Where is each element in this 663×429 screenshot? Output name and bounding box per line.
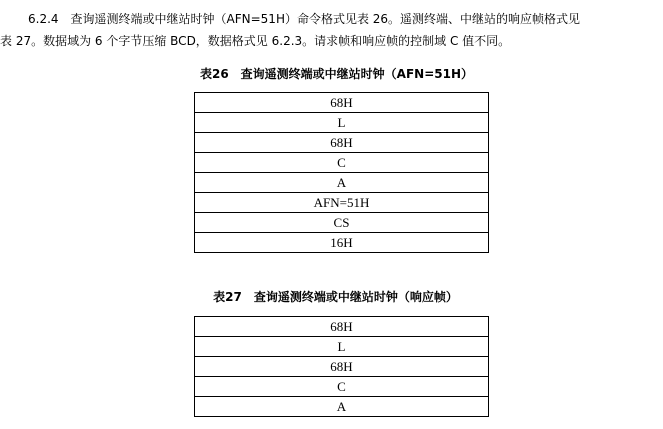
paragraph-line-2: 表 27。数据域为 6 个字节压缩 BCD，数据格式见 6.2.3。请求帧和响应帧的控制域 C 值不同。 [0, 34, 511, 48]
table-cell: 68H [195, 133, 489, 153]
table-26-request-frame [194, 92, 489, 253]
table-cell: 16H [195, 233, 489, 253]
table-row [195, 397, 489, 417]
table-27-caption: 表27 查询遥测终端或中继站时钟（响应帧） [213, 290, 458, 304]
paragraph-line-1: 6.2.4 查询遥测终端或中继站时钟（AFN=51H）命令格式见表 26。遥测终端、中继站的响应帧格式见 [28, 12, 581, 26]
section-paragraph [0, 8, 663, 52]
table-cell: A [195, 397, 489, 417]
table-27-response-frame [194, 316, 489, 417]
table-cell: C [195, 153, 489, 173]
table-row [195, 233, 489, 253]
table-cell: A [195, 173, 489, 193]
table-cell: 68H [195, 357, 489, 377]
table-cell: L [195, 337, 489, 357]
table-cell: CS [195, 213, 489, 233]
table-row [195, 317, 489, 337]
table-row [195, 93, 489, 113]
table-cell: L [195, 113, 489, 133]
table-26-caption: 表26 查询遥测终端或中继站时钟（AFN=51H） [199, 67, 474, 81]
table-row [195, 377, 489, 397]
table-row [195, 337, 489, 357]
table-cell: C [195, 377, 489, 397]
table-row [195, 153, 489, 173]
table-row [195, 357, 489, 377]
table-row [195, 173, 489, 193]
table-cell: AFN=51H [195, 193, 489, 213]
table-row [195, 213, 489, 233]
table-cell: 68H [195, 317, 489, 337]
table-cell: 68H [195, 93, 489, 113]
table-row [195, 133, 489, 153]
table-row [195, 193, 489, 213]
table-row [195, 113, 489, 133]
